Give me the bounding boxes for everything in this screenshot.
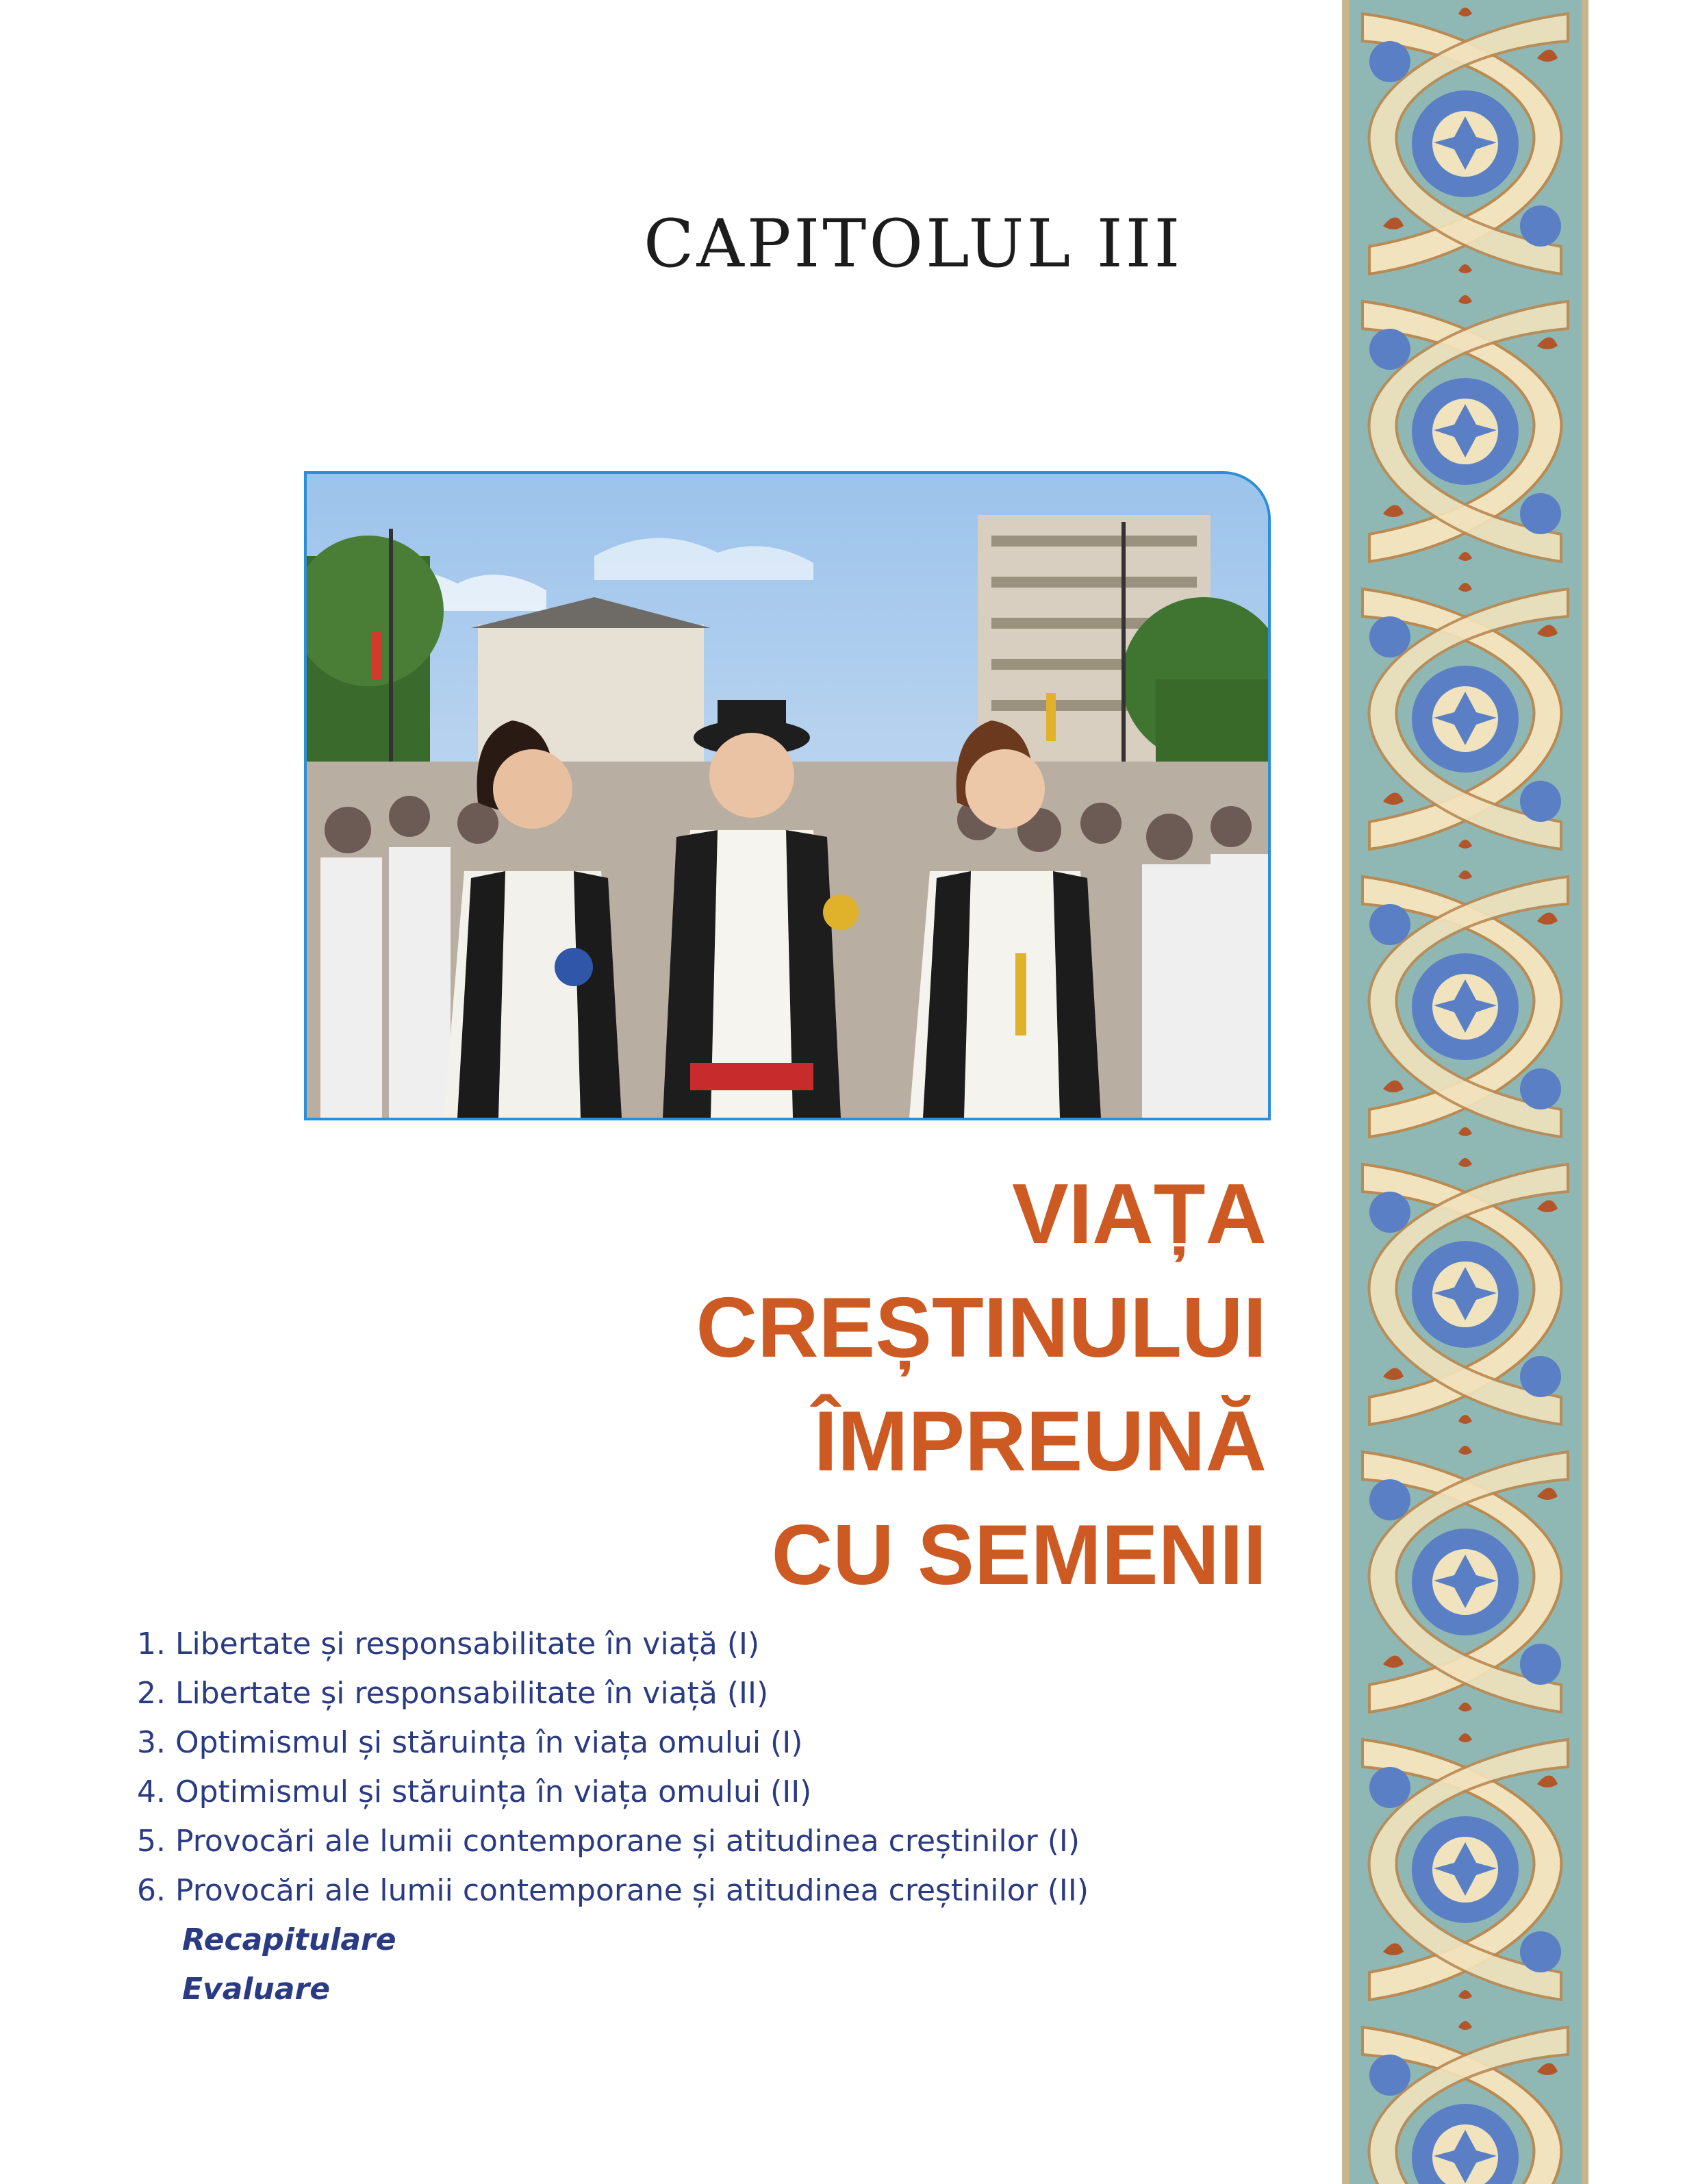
recap-item: Recapitulare <box>182 1922 396 1957</box>
ornament-pattern <box>1342 0 1588 2184</box>
chapter-title-line-2: CREȘTINULUI <box>696 1281 1267 1375</box>
decorative-border <box>1342 0 1588 2184</box>
lesson-item: 1. Libertate și responsabilitate în viață (I) <box>137 1627 760 1661</box>
chapter-label: CAPITOLUL III <box>644 205 1183 282</box>
chapter-title-line-3: ÎMPREUNĂ <box>813 1394 1267 1489</box>
lesson-item: 2. Libertate și responsabilitate în viață (II) <box>137 1676 769 1711</box>
chapter-title-line-4: CU SEMENII <box>771 1508 1267 1603</box>
evaluation-item: Evaluare <box>182 1972 331 2007</box>
chapter-title <box>479 1157 1267 1612</box>
lesson-item: 4. Optimismul și stăruința în viața omului (II) <box>137 1774 812 1809</box>
lesson-item: 3. Optimismul și stăruința în viața omului (I) <box>137 1725 803 1760</box>
lesson-item: 6. Provocări ale lumii contemporane și atitudinea creștinilor (II) <box>137 1873 1089 1908</box>
chapter-photo <box>304 471 1271 1120</box>
lesson-list <box>137 1620 1267 2014</box>
festival-parade-photo <box>307 474 1268 1118</box>
lesson-item: 5. Provocări ale lumii contemporane și atitudinea creștinilor (I) <box>137 1824 1080 1859</box>
chapter-title-line-1: VIAȚA <box>1012 1167 1267 1262</box>
